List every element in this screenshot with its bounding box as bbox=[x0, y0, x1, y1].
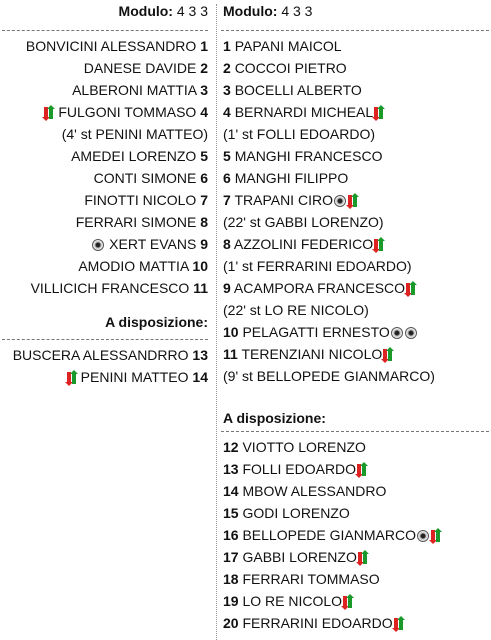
substitution-icon bbox=[348, 195, 357, 207]
away-player-row: 6 MANGHI FILIPPO bbox=[223, 170, 349, 186]
substitution-icon bbox=[358, 552, 367, 564]
away-sub-note: (1' st FOLLI EDOARDO) bbox=[223, 126, 376, 142]
away-bench-rule bbox=[221, 431, 489, 432]
away-bench-row: 14 MBOW ALESSANDRO bbox=[223, 483, 387, 499]
soccer-ball-icon bbox=[417, 530, 429, 542]
away-player-row: 4 BERNARDI MICHEAL bbox=[219, 101, 491, 123]
home-bench-title: A disposizione: bbox=[105, 314, 208, 330]
home-header-rule bbox=[2, 30, 208, 31]
substitution-icon bbox=[67, 372, 76, 384]
soccer-ball-icon bbox=[334, 195, 346, 207]
substitution-icon bbox=[374, 239, 383, 251]
home-lineup bbox=[0, 0, 214, 388]
home-player-row: ALBERONI MATTIA 3 bbox=[72, 82, 208, 98]
away-bench-row: 15 GODI LORENZO bbox=[223, 505, 350, 521]
home-player-row: FERRARI SIMONE 8 bbox=[75, 214, 208, 230]
away-bench-row: 13 FOLLI EDOARDO bbox=[219, 458, 491, 480]
home-player-row: XERT EVANS 9 bbox=[0, 233, 214, 255]
soccer-ball-icon bbox=[92, 239, 104, 251]
substitution-icon bbox=[343, 596, 352, 608]
away-bench-row: 17 GABBI LORENZO bbox=[219, 546, 491, 568]
home-player-row: CONTI SIMONE 6 bbox=[93, 170, 208, 186]
home-player-row: FINOTTI NICOLO 7 bbox=[84, 192, 208, 208]
away-bench-row: 16 BELLOPEDE GIANMARCO bbox=[219, 524, 491, 546]
home-player-row: AMEDEI LORENZO 5 bbox=[71, 148, 208, 164]
column-divider bbox=[216, 4, 217, 640]
home-bench-row: PENINI MATTEO 14 bbox=[0, 366, 214, 388]
home-player-row: BONVICINI ALESSANDRO 1 bbox=[25, 38, 208, 54]
away-player-row: 5 MANGHI FRANCESCO bbox=[223, 148, 383, 164]
home-bench-rule bbox=[2, 339, 208, 340]
substitution-icon bbox=[44, 107, 53, 119]
away-header-rule bbox=[221, 30, 489, 31]
away-player-row: 11 TERENZIANI NICOLO bbox=[219, 343, 491, 365]
away-player-row: 1 PAPANI MAICOL bbox=[223, 38, 342, 54]
substitution-icon bbox=[431, 530, 440, 542]
away-bench-row: 12 VIOTTO LORENZO bbox=[223, 439, 366, 455]
away-player-row: 8 AZZOLINI FEDERICO bbox=[219, 233, 491, 255]
away-player-row: 10 PELAGATTI ERNESTO bbox=[219, 321, 491, 343]
away-player-row: 3 BOCELLI ALBERTO bbox=[223, 82, 362, 98]
away-sub-note: (9' st BELLOPEDE GIANMARCO) bbox=[223, 368, 435, 384]
away-bench-row: 18 FERRARI TOMMASO bbox=[223, 571, 380, 587]
away-sub-note: (22' st GABBI LORENZO) bbox=[223, 214, 384, 230]
soccer-ball-icon bbox=[405, 327, 417, 339]
away-bench-row: 20 FERRARINI EDOARDO bbox=[219, 612, 491, 634]
home-player-row: AMODIO MATTIA 10 bbox=[78, 258, 208, 274]
substitution-icon bbox=[406, 283, 415, 295]
home-player-row: FULGONI TOMMASO 4 bbox=[0, 101, 214, 123]
away-sub-note: (1' st FERRARINI EDOARDO) bbox=[223, 258, 412, 274]
home-player-row: VILLICICH FRANCESCO 11 bbox=[30, 280, 208, 296]
substitution-icon bbox=[383, 349, 392, 361]
away-module-header: Modulo: 4 3 3 bbox=[223, 3, 313, 19]
substitution-icon bbox=[374, 107, 383, 119]
home-sub-note: (4' st PENINI MATTEO) bbox=[61, 126, 208, 142]
home-bench-row: BUSCERA ALESSANDRRO 13 bbox=[12, 347, 208, 363]
away-player-row: 7 TRAPANI CIRO bbox=[219, 189, 491, 211]
soccer-ball-icon bbox=[391, 327, 403, 339]
home-module-header: Modulo: 4 3 3 bbox=[118, 3, 208, 19]
substitution-icon bbox=[357, 464, 366, 476]
substitution-icon bbox=[394, 618, 403, 630]
away-player-row: 2 COCCOI PIETRO bbox=[223, 60, 347, 76]
away-player-row: 9 ACAMPORA FRANCESCO bbox=[219, 277, 491, 299]
away-lineup bbox=[219, 0, 491, 634]
away-bench-row: 19 LO RE NICOLO bbox=[219, 590, 491, 612]
away-bench-title: A disposizione: bbox=[223, 410, 326, 426]
home-player-row: DANESE DAVIDE 2 bbox=[83, 60, 208, 76]
away-sub-note: (22' st LO RE NICOLO) bbox=[223, 302, 369, 318]
